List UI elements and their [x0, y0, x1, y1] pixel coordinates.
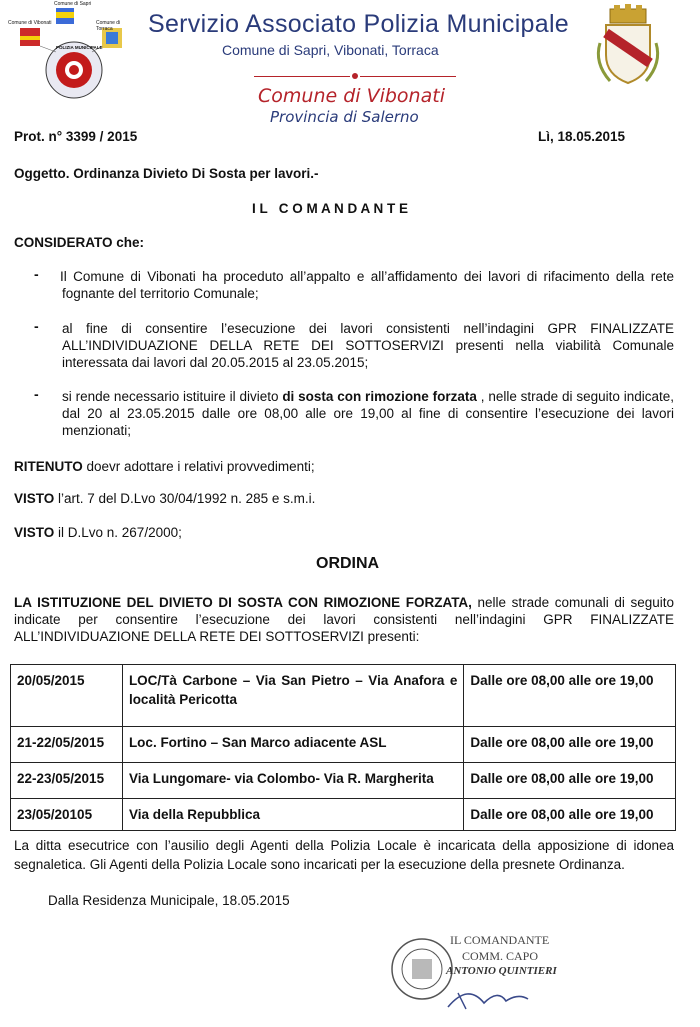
logo-label-vibonati: Comune di Vibonati — [8, 20, 52, 26]
table-cell-hours: Dalle ore 08,00 alle ore 19,00 — [464, 665, 676, 727]
stamp-line-3: ANTONIO QUINTIERI — [446, 965, 557, 977]
municipal-logos-icon — [6, 2, 134, 100]
bullet-3-pre: si rende necessario istituire il divieto — [62, 389, 283, 404]
logo-cluster — [6, 2, 134, 100]
table-cell-street: Via della Repubblica — [122, 799, 463, 831]
logo-label-torraca: Comune di Torraca — [96, 20, 121, 32]
visto-2-label: VISTO — [14, 525, 55, 540]
crest-icon — [592, 3, 664, 87]
ordinance-table — [10, 664, 676, 831]
ritenuto — [14, 458, 315, 475]
table-cell-street: Via Lungomare- via Colombo- Via R. Margherita — [122, 763, 463, 799]
bullet-3-post: , nelle strade di seguito indicate, dal 20 al 23.05.2015 dalle ore 08,00 alle ore 19,00 al fine di consentire l’esecuzione dei lavori menzionati; — [62, 389, 674, 438]
table-cell-street: Loc. Fortino – San Marco adiacente ASL — [122, 727, 463, 763]
bullet-2: al fine di consentire l’esecuzione dei lavori consistenti nell’indagini GPR FINALIZZATE ALL’INDIVIDUAZIONE DELLA RETE DEI SOTTOSERVIZI presenti nella viabilità Comunale interessata dai lavori dal 20.05.2015 al 23.05.2015; — [62, 321, 674, 370]
ditta-paragraph: La ditta esecutrice con l’ausilio degli Agenti della Polizia Locale è incaricata della apposizione di idonea segnaletica. Gli Agenti della Polizia Locale sono incaricati per la esecuzione della presnete Ordinanza. — [14, 838, 674, 872]
bullet-marker-1: - — [34, 266, 39, 282]
table-row — [11, 727, 676, 763]
ritenuto-label: RITENUTO — [14, 459, 83, 474]
protocol-number: Prot. n° 3399 / 2015 — [14, 129, 138, 144]
table-row — [11, 665, 676, 727]
istituzione-bold: LA ISTITUZIONE DEL DIVIETO DI SOSTA CON RIMOZIONE FORZATA, — [14, 595, 472, 610]
header-title: Servizio Associato Polizia Municipale — [148, 10, 570, 38]
residenza-line: Dalla Residenza Municipale, 18.05.2015 — [48, 893, 290, 908]
bullet-marker-3: - — [34, 386, 39, 402]
considerato-heading: CONSIDERATO che: — [14, 235, 145, 250]
signature-stamp — [388, 923, 568, 1017]
table-cell-hours: Dalle ore 08,00 alle ore 19,00 — [464, 727, 676, 763]
bullet-3-bold: di sosta con rimozione forzata — [282, 389, 477, 404]
bullet-marker-2: - — [34, 318, 39, 334]
visto-1-label: VISTO — [14, 491, 55, 506]
table-cell-hours: Dalle ore 08,00 alle ore 19,00 — [464, 763, 676, 799]
logo-label-sapri: Comune di Sapri — [54, 1, 92, 7]
stamp-line-2: COMM. CAPO — [462, 949, 539, 963]
visto-1 — [14, 490, 315, 507]
table-cell-date: 22-23/05/2015 — [11, 763, 123, 799]
visto-2-text: il D.Lvo n. 267/2000; — [54, 525, 182, 540]
istituzione-paragraph — [14, 594, 674, 645]
visto-2 — [14, 524, 182, 541]
bullet-1: Il Comune di Vibonati ha proceduto all’appalto e all’affidamento dei lavori di rifacimento della rete fognante del territorio Comunale; — [60, 269, 674, 301]
oggetto: Oggetto. Ordinanza Divieto Di Sosta per lavori.- — [14, 166, 319, 181]
table-cell-date: 20/05/2015 — [11, 665, 123, 727]
ordina-heading: ORDINA — [316, 555, 380, 572]
document-date: Lì, 18.05.2015 — [538, 129, 626, 144]
stamp-line-1: IL COMANDANTE — [450, 933, 550, 947]
header-divider-dot — [352, 73, 358, 79]
logo-label-polizia: POLIZIA MUNICIPALE — [56, 45, 103, 50]
comune-name: Comune di Vibonati — [258, 85, 445, 107]
ritenuto-text: doevr adottare i relativi provvedimenti; — [82, 459, 315, 474]
bullet-3 — [62, 388, 674, 439]
header-divider-left — [254, 76, 350, 77]
table-row — [11, 763, 676, 799]
istituzione-text: nelle strade comunali di seguito indicate per consentire l’esecuzione dei lavori consistenti nell’indagini GPR FINALIZZATE ALL’INDIVIDUAZIONE DELLA RETE DEI SOTTOSERVIZI presenti: — [14, 595, 674, 644]
table-cell-date: 23/05/20105 — [11, 799, 123, 831]
il-comandante-heading: I L C O M A N D A N T E — [252, 201, 409, 216]
crest — [592, 3, 664, 87]
table-cell-hours: Dalle ore 08,00 alle ore 19,00 — [464, 799, 676, 831]
header-subtitle: Comune di Sapri, Vibonati, Torraca — [222, 42, 439, 58]
visto-1-text: l’art. 7 del D.Lvo 30/04/1992 n. 285 e s.m.i. — [54, 491, 316, 506]
table-cell-date: 21-22/05/2015 — [11, 727, 123, 763]
table-row — [11, 799, 676, 831]
header-divider-right — [360, 76, 456, 77]
table-cell-street: LOC/Tà Carbone – Via San Pietro – Via Anafora e località Pericotta — [122, 665, 463, 727]
provincia-name: Provincia di Salerno — [270, 108, 419, 126]
